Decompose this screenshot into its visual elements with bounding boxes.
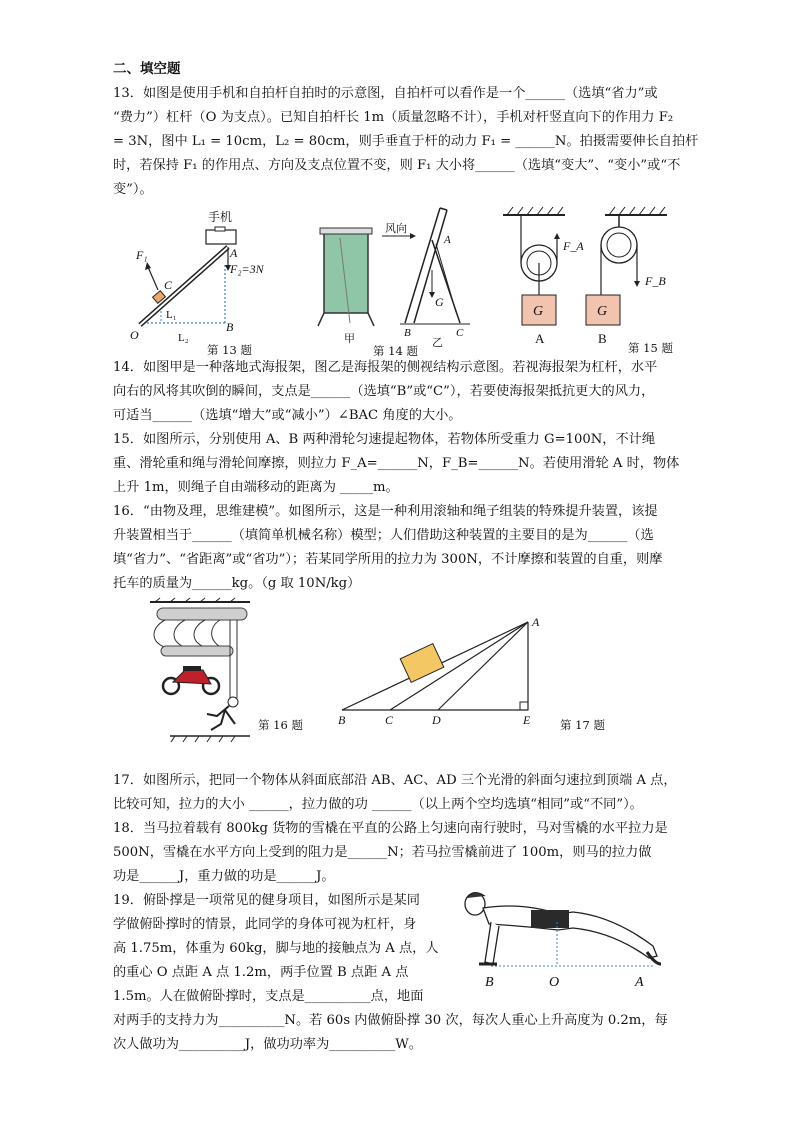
- q14-line: 可适当______（选填“增大”或“减小”）∠BAC 角度的大小。: [113, 408, 462, 423]
- fig17-b-label: B: [338, 713, 346, 727]
- fig13-o-label: O: [130, 328, 139, 342]
- fig14-g-label: G: [435, 295, 444, 309]
- q16-line: 填“省力”、“省距离”或“省功”）；若某同学所用的拉力为 300N，不计摩擦和装置的自重，则摩: [113, 552, 663, 567]
- q19-line: 高 1.75m，体重为 60kg，脚与地的接触点为 A 点，人: [113, 941, 439, 956]
- q13-line: 变”）。: [113, 182, 153, 197]
- fig19-a-label: A: [635, 975, 644, 990]
- q14-line: 向右的风将其吹倒的瞬间，支点是______（选填“B”或“C”），若要使海报架抵抗更大的风力，: [113, 384, 655, 399]
- fig19-b-label: B: [485, 975, 494, 990]
- fig13-a-label: A: [230, 246, 238, 260]
- fig13-f1-label: F₁: [136, 248, 148, 262]
- fig17-e-label: E: [523, 713, 531, 727]
- fig17-caption: 第 17 题: [560, 718, 605, 732]
- q19-line: 19．俯卧撑是一项常见的健身项目，如图所示是某同: [113, 893, 420, 908]
- fig13-l2-label: L₂: [178, 332, 189, 344]
- fig14-jia-label: 甲: [344, 333, 355, 345]
- fig14-c-label: C: [456, 327, 464, 339]
- q19-line: 1.5m。人在做俯卧撑时，支点是__________点，地面: [113, 989, 424, 1004]
- q19-line: 次人做功为__________J，做功功率为__________W。: [113, 1037, 422, 1052]
- q19-line: 学做俯卧撑时的情景，此同学的身体可视为杠杆，身: [113, 917, 417, 932]
- q16-line: 16．“由物及理，思维建模”。如图所示，这是一种利用滚轴和绳子组装的特殊提升装置，该提: [113, 504, 658, 519]
- fig13-f2-label: F₂=3N: [230, 262, 264, 276]
- q18-line: 18．当马拉着载有 800kg 货物的雪橇在平直的公路上匀速向南行驶时，马对雪橇的水平拉力是: [113, 821, 668, 836]
- q19-line: 对两手的支持力为__________N。若 60s 内做俯卧撑 30 次，每次人重心上升高度为 0.2m，每: [113, 1013, 668, 1028]
- figure-17-inclines: [332, 612, 547, 732]
- fig13-phone-label: 手机: [208, 210, 233, 224]
- fig14-caption: 第 14 题: [373, 344, 418, 358]
- fig15-fb-label: F_B: [645, 274, 666, 288]
- fig13-b-label: B: [226, 320, 234, 334]
- q15-line: 15．如图所示，分别使用 A、B 两种滑轮匀速提起物体，若物体所受重力 G=100N，不计绳: [113, 432, 656, 447]
- fig14-yi-label: 乙: [432, 337, 443, 349]
- figure-15-pulleys: [495, 205, 680, 345]
- fig15-caption: 第 15 题: [628, 341, 673, 355]
- fig14-wind-label: 风向: [385, 223, 407, 235]
- fig14-b-label: B: [404, 327, 411, 339]
- fig13-l1-label: L₁: [166, 309, 177, 321]
- q13-line: 13．如图是使用手机和自拍杆自拍时的示意图，自拍杆可以看作是一个______（选填“省力”或: [113, 86, 658, 101]
- fig15-fa-label: F_A: [563, 239, 584, 253]
- fig17-a-label: A: [532, 615, 540, 629]
- q14-line: 14．如图甲是一种落地式海报架，图乙是海报架的侧视结构示意图。若视海报架为杠杆，水平: [113, 360, 658, 375]
- q17-line: 17．如图所示，把同一个物体从斜面底部沿 AB、AC、AD 三个光滑的斜面匀速拉到顶端 A 点，: [113, 773, 677, 788]
- figure-14-poster-stand: [310, 208, 485, 348]
- fig15-g-b-label: G: [597, 304, 608, 319]
- q18-line: 功是______J，重力做的功是______J。: [113, 869, 335, 884]
- fig15-a-label: A: [535, 331, 545, 346]
- q16-line: 托车的质量为______kg。（g 取 10N/kg）: [113, 576, 361, 591]
- fig17-c-label: C: [385, 713, 394, 727]
- q15-line: 重、滑轮重和绳与滑轮间摩擦，则拉力 F_A=______N，F_B=______N。若使用滑轮 A 时，物体: [113, 456, 680, 471]
- fig15-g-a-label: G: [533, 304, 544, 319]
- q13-line: = 3N，图中 L₁ = 10cm，L₂ = 80cm，则手垂直于杆的动力 F₁ = ______N。拍摄需要伸长自拍杆: [113, 134, 699, 149]
- fig19-o-label: O: [549, 975, 560, 990]
- fig13-c-label: C: [164, 278, 173, 292]
- q15-line: 上升 1m，则绳子自由端移动的距离为 _____m。: [113, 480, 399, 495]
- fig17-d-label: D: [432, 713, 441, 727]
- section-title: 二、填空题: [113, 61, 181, 77]
- fig14-a-label: A: [444, 234, 451, 246]
- figure-19-pushup: [463, 882, 668, 994]
- q13-line: 时，若保持 F₁ 的作用点、方向及支点位置不变，则 F₁ 大小将______（选填“变大”、“变小”或“不: [113, 158, 681, 173]
- fig13-caption: 第 13 题: [207, 343, 252, 357]
- fig15-b-label: B: [598, 331, 607, 346]
- q16-line: 升装置相当于______（填简单机械名称）模型；人们借助这种装置的主要目的是为______（选: [113, 528, 654, 543]
- q13-line: “费力”）杠杆（O 为支点）。已知自拍杆长 1m（质量忽略不计），手机对杆竖直向下的作用力 F₂: [113, 110, 674, 125]
- q19-line: 的重心 O 点距 A 点 1.2m，两手位置 B 点距 A 点: [113, 965, 409, 980]
- figure-13-selfie-stick: [128, 205, 264, 345]
- fig16-caption: 第 16 题: [258, 718, 303, 732]
- figure-16-lifting-device: [145, 598, 260, 743]
- q17-line: 比较可知，拉力的大小 ______，拉力做的功 ______（以上两个空均选填“相同”或“不同”）。: [113, 797, 643, 812]
- q18-line: 500N，雪橇在水平方向上受到的阻力是______N；若马拉雪橇前进了 100m，则马的拉力做: [113, 845, 652, 860]
